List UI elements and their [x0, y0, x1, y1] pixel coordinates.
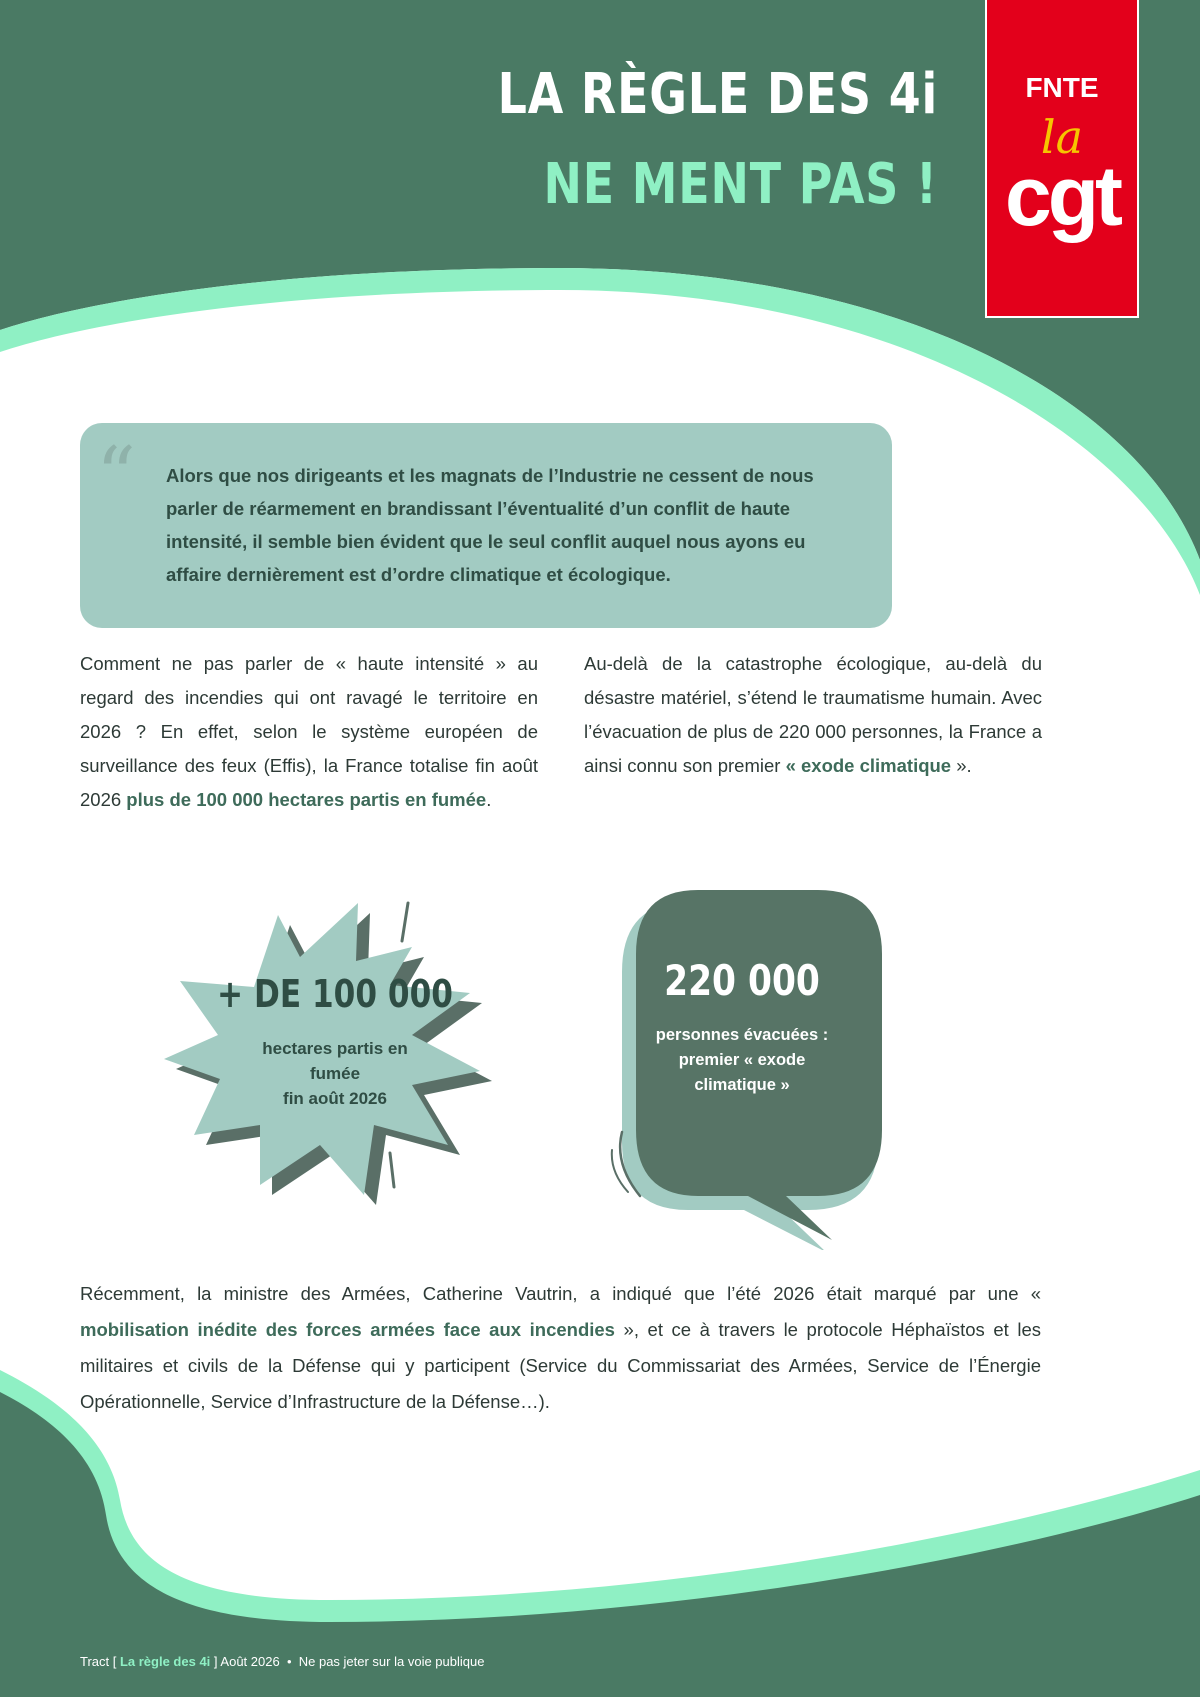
footer-bullet: •: [286, 1654, 292, 1669]
left-column-text: Comment ne pas parler de « haute intensité » au regard des incendies qui ont ravagé le territoire en 2026 ? En effet, selon le système européen de surveillance des feux (Effis), la France totalise fin août 2026: [80, 653, 538, 810]
burst-accent-line-2: [390, 1153, 394, 1187]
footer-prefix: Tract [: [80, 1654, 120, 1669]
burst-caption-line-3: fin août 2026: [283, 1089, 387, 1108]
bubble-stat-caption: [636, 1023, 848, 1098]
burst-caption-line-2: fumée: [309, 1064, 361, 1083]
page-title-line-2: NE MENT PAS !: [543, 152, 938, 217]
footer-highlight: La règle des 4i: [119, 1654, 211, 1669]
footer-suffix: Ne pas jeter sur la voie publique: [298, 1654, 485, 1669]
bottom-paragraph-highlight: mobilisation inédite des forces armées face aux incendies: [80, 1319, 615, 1340]
right-column-highlight: « exode climatique: [785, 755, 952, 776]
burst-stat-caption: [210, 1036, 460, 1111]
bottom-paragraph-text-1: Récemment, la ministre des Armées, Catherine Vautrin, a indiqué que l’été 2026 était marqué par une «: [80, 1283, 1041, 1304]
bubble-caption-line-2: premier « exode: [678, 1051, 806, 1069]
bubble-caption-line-1: personnes évacuées :: [655, 1026, 829, 1044]
right-column-text: Au-delà de la catastrophe écologique, au-delà du désastre matériel, s’étend le traumatisme humain. Avec l’évacuation de plus de 220 000 personnes, la France a ainsi connu son premier: [584, 653, 1042, 776]
bottom-paragraph: [80, 1276, 1041, 1420]
logo-la-text: la: [1040, 110, 1084, 164]
burst-caption-line-1: hectares partis en: [262, 1039, 408, 1058]
right-column-end: ».: [951, 755, 972, 776]
bubble-stat-number: 220 000: [664, 956, 820, 1005]
intro-quote-text: Alors que nos dirigeants et les magnats de l’Industrie ne cessent de nous parler de réarmement en brandissant l’éventualité d’un conflit de haute intensité, il semble bien évident que le seul conflit auquel nous ayons eu affaire dernièrement est d’ordre climatique et écologique.: [166, 465, 814, 585]
footer: [80, 1654, 484, 1669]
page-title-line-1: LA RÈGLE DES 4i: [497, 62, 938, 127]
quote-mark-icon: “: [96, 431, 136, 521]
logo-fnte-text: FNTE: [1025, 72, 1099, 103]
bottom-paragraph-text-2: », et ce à travers le protocole Héphaïstos et les militaires et civils de la Défense qui y participent (Service du Commissariat des Armées, Service de l’Énergie Opérationnelle, Service d’Infrastructure de la Défense…).: [80, 1319, 1041, 1412]
burst-accent-line-1: [402, 903, 408, 941]
left-column-paragraph: [80, 647, 538, 817]
right-column-paragraph: [584, 647, 1042, 783]
left-column-end: .: [486, 789, 492, 810]
bubble-caption-line-3: climatique »: [694, 1076, 790, 1094]
intro-quote-box: [80, 423, 892, 628]
logo-cgt-text: cgt: [1005, 149, 1119, 243]
burst-stat-number: + DE 100 000: [217, 972, 453, 1016]
cgt-fnte-logo: [985, 0, 1139, 318]
left-column-highlight: plus de 100 000 hectares partis en fumée: [126, 789, 487, 810]
footer-middle: ] Août 2026: [210, 1654, 280, 1669]
